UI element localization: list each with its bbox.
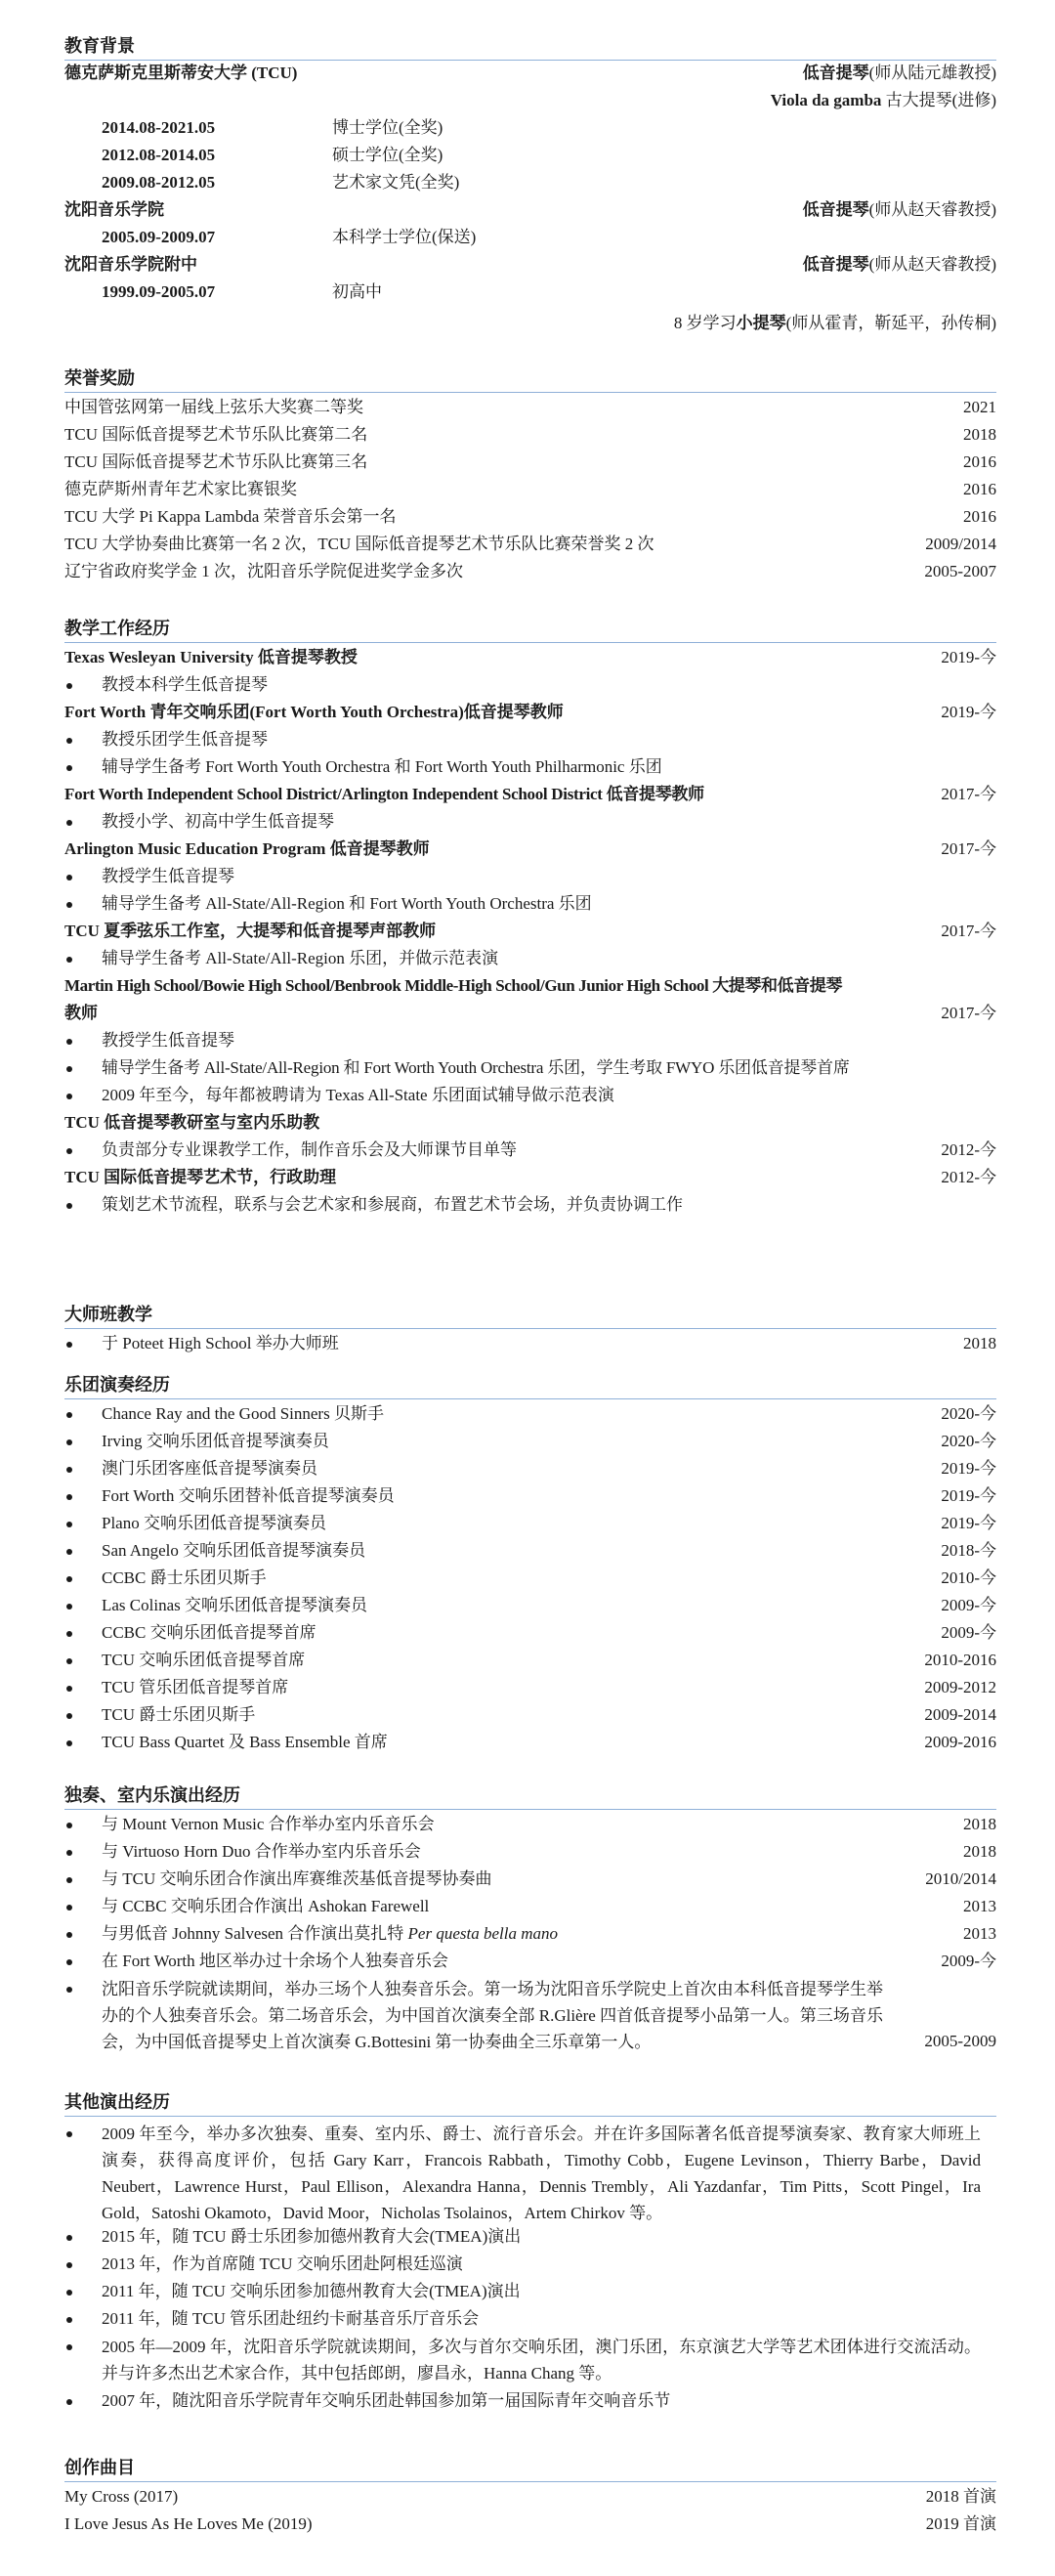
honor-item: TCU 大学协奏曲比赛第一名 2 次，TCU 国际低音提琴艺术节乐队比赛荣誉奖 2 次	[64, 535, 654, 553]
section-title-honors: 荣誉奖励	[64, 368, 135, 388]
ensemble-item: CCBC 爵士乐团贝斯手	[102, 1568, 267, 1587]
solo-item-recitals: 沈阳音乐学院就读期间，举办三场个人独奏音乐会。第一场为沈阳音乐学院史上首次由本科低音提琴学生举办的个人独奏音乐会。第二场音乐会，为中国首次演奏全部 R.Glière 四首低音提琴小品第一人。第三场音乐会，为中国低音提琴史上首次演奏 G.Bottesini 第一协奏曲全三乐章第一人。	[102, 1980, 883, 2051]
job-date: 2017-今	[941, 839, 996, 858]
honor-year: 2016	[963, 507, 996, 526]
bullet	[66, 1932, 72, 1938]
bullet	[66, 1850, 72, 1856]
bullet	[66, 820, 72, 826]
bullet	[66, 1905, 72, 1911]
bullet	[66, 1740, 72, 1746]
job-duty: 辅导学生备考 All-State/All-Region 乐团，并做示范表演	[102, 949, 499, 967]
bullet	[66, 1576, 72, 1582]
bullet	[66, 1877, 72, 1883]
honor-year: 2016	[963, 452, 996, 471]
section-rule	[64, 2116, 996, 2117]
job-duty: 辅导学生备考 Fort Worth Youth Orchestra 和 Fort Worth Youth Philharmonic 乐团	[102, 757, 662, 776]
job-date: 2017-今	[941, 1004, 996, 1022]
masterclass-item: 于 Poteet High School 举办大师班	[102, 1334, 339, 1352]
edu-degree: 博士学位(全奖)	[332, 118, 443, 137]
job-duty: 辅导学生备考 All-State/All-Region 和 Fort Worth Youth Orchestra 乐团	[102, 894, 592, 913]
bullet	[66, 1066, 72, 1072]
job-title-cont: 教师	[64, 1004, 98, 1022]
ensemble-year: 2019-今	[941, 1514, 996, 1532]
section-title-other: 其他演出经历	[64, 2092, 170, 2112]
ensemble-year: 2019-今	[941, 1459, 996, 1478]
edu-viola: Viola da gamba 古大提琴(进修)	[770, 91, 996, 109]
job-duty: 负责部分专业课教学工作，制作音乐会及大师课节目单等	[102, 1140, 517, 1159]
section-title-solo: 独奏、室内乐演出经历	[64, 1785, 240, 1805]
edu-date: 2012.08-2014.05	[102, 146, 216, 164]
bullet	[66, 2344, 72, 2350]
honor-year: 2009/2014	[925, 535, 996, 553]
job-title: Texas Wesleyan University 低音提琴教授	[64, 648, 358, 666]
bullet	[66, 1494, 72, 1500]
ensemble-item: Las Colinas 交响乐团低音提琴演奏员	[102, 1596, 367, 1614]
section-rule	[64, 1398, 996, 1399]
edu-sycm-hs: 沈阳音乐学院附中	[64, 255, 197, 274]
bullet	[66, 1467, 72, 1473]
ensemble-item: Fort Worth 交响乐团替补低音提琴演奏员	[102, 1486, 395, 1505]
solo-year: 2018	[963, 1842, 996, 1861]
bullet	[66, 2290, 72, 2296]
bullet	[66, 765, 72, 771]
job-duty: 2009 年至今，每年都被聘请为 Texas All-State 乐团面试辅导做示范表演	[102, 1086, 614, 1104]
bullet	[66, 738, 72, 744]
bullet	[66, 1094, 72, 1099]
job-duty: 教授小学、初高中学生低音提琴	[102, 812, 334, 831]
other-item: 2011 年，随 TCU 管乐团赴纽约卡耐基音乐厅音乐会	[102, 2309, 480, 2328]
ensemble-year: 2009-2012	[924, 1678, 996, 1696]
bullet	[66, 1713, 72, 1719]
edu-date: 2014.08-2021.05	[102, 118, 216, 137]
solo-year: 2013	[963, 1897, 996, 1915]
edu-sycm-major: 低音提琴(师从赵天睿教授)	[802, 200, 996, 219]
honor-item: TCU 大学 Pi Kappa Lambda 荣誉音乐会第一名	[64, 507, 397, 526]
ensemble-item: TCU 交响乐团低音提琴首席	[102, 1651, 306, 1669]
job-title: TCU 夏季弦乐工作室，大提琴和低音提琴声部教师	[64, 922, 437, 940]
masterclass-year: 2018	[963, 1334, 996, 1352]
edu-degree: 本科学士学位(保送)	[332, 228, 477, 246]
job-title: Fort Worth Independent School District/Arlington Independent School District 低音提琴教师	[64, 785, 704, 803]
job-duty: 辅导学生备考 All-State/All-Region 和 Fort Worth Youth Orchestra 乐团，学生考取 FWYO 乐团低音提琴首席	[102, 1058, 850, 1077]
job-duty: 教授学生低音提琴	[102, 1031, 234, 1050]
bullet	[66, 1823, 72, 1828]
ensemble-item: TCU 爵士乐团贝斯手	[102, 1705, 256, 1724]
bullet	[66, 683, 72, 689]
bullet	[66, 1959, 72, 1965]
honor-item: 中国管弦网第一届线上弦乐大奖赛二等奖	[64, 398, 363, 416]
ensemble-year: 2020-今	[941, 1404, 996, 1423]
bullet	[66, 2399, 72, 2405]
ensemble-year: 2019-今	[941, 1486, 996, 1505]
ensemble-year: 2020-今	[941, 1432, 996, 1450]
ensemble-year: 2009-今	[941, 1623, 996, 1642]
edu-degree: 初高中	[332, 282, 382, 301]
ensemble-item: Irving 交响乐团低音提琴演奏员	[102, 1432, 329, 1450]
job-duty: 教授学生低音提琴	[102, 867, 234, 885]
edu-tcu-major: 低音提琴(师从陆元雄教授)	[802, 64, 996, 82]
edu-tcu: 德克萨斯克里斯蒂安大学 (TCU)	[64, 64, 298, 82]
solo-year: 2018	[963, 1815, 996, 1833]
honor-item: TCU 国际低音提琴艺术节乐队比赛第二名	[64, 425, 368, 444]
job-title: Arlington Music Education Program 低音提琴教师	[64, 839, 430, 858]
section-rule	[64, 2481, 996, 2482]
ensemble-year: 2009-2014	[924, 1705, 996, 1724]
ensemble-year: 2010-今	[941, 1568, 996, 1587]
honor-item: 辽宁省政府奖学金 1 次，沈阳音乐学院促进奖学金多次	[64, 562, 463, 580]
section-title-ensemble: 乐团演奏经历	[64, 1375, 170, 1395]
job-date: 2012-今	[941, 1140, 996, 1159]
solo-year: 2009-今	[941, 1952, 996, 1970]
solo-year: 2005-2009	[924, 2032, 996, 2050]
job-title: Martin High School/Bowie High School/Benbrook Middle-High School/Gun Junior High School 大提琴和低音提琴	[64, 976, 843, 995]
section-title-compositions: 创作曲目	[64, 2458, 135, 2477]
solo-item: 与 CCBC 交响乐团合作演出 Ashokan Farewell	[102, 1897, 430, 1915]
edu-degree: 艺术家文凭(全奖)	[332, 173, 460, 192]
edu-violin: 8 岁学习小提琴(师从霍青，靳延平，孙传桐)	[673, 314, 996, 332]
bullet	[66, 1342, 72, 1348]
bullet	[66, 1549, 72, 1555]
other-item: 2013 年，作为首席随 TCU 交响乐团赴阿根廷巡演	[102, 2254, 463, 2273]
solo-year: 2010/2014	[925, 1869, 996, 1888]
section-rule	[64, 392, 996, 393]
edu-date: 2009.08-2012.05	[102, 173, 216, 192]
solo-item: 与男低音 Johnny Salvesen 合作演出莫扎特 Per questa bella mano	[102, 1924, 558, 1943]
edu-sycm-hs-major: 低音提琴(师从赵天睿教授)	[802, 255, 996, 274]
solo-item: 与 Virtuoso Horn Duo 合作举办室内乐音乐会	[102, 1842, 421, 1861]
solo-year: 2013	[963, 1924, 996, 1943]
ensemble-item: TCU 管乐团低音提琴首席	[102, 1678, 289, 1696]
job-title: TCU 国际低音提琴艺术节，行政助理	[64, 1168, 337, 1186]
ensemble-item: Chance Ray and the Good Sinners 贝斯手	[102, 1404, 384, 1423]
edu-date: 2005.09-2009.07	[102, 228, 216, 246]
job-title: Fort Worth 青年交响乐团(Fort Worth Youth Orchestra)低音提琴教师	[64, 703, 564, 721]
job-duty: 教授本科学生低音提琴	[102, 675, 268, 694]
ensemble-item: 澳门乐团客座低音提琴演奏员	[102, 1459, 317, 1478]
job-date: 2019-今	[941, 703, 996, 721]
bullet	[66, 2235, 72, 2241]
composition-item: My Cross (2017)	[64, 2487, 179, 2506]
bullet	[66, 2262, 72, 2268]
job-date: 2012-今	[941, 1168, 996, 1186]
job-duty: 教授乐团学生低音提琴	[102, 730, 268, 749]
honor-year: 2016	[963, 480, 996, 498]
job-date: 2017-今	[941, 922, 996, 940]
section-title-teaching: 教学工作经历	[64, 619, 170, 638]
solo-item: 在 Fort Worth 地区举办过十余场个人独奏音乐会	[102, 1952, 448, 1970]
ensemble-year: 2009-2016	[924, 1733, 996, 1751]
edu-sycm: 沈阳音乐学院	[64, 200, 164, 219]
composition-premiere: 2019 首演	[925, 2514, 996, 2533]
honor-year: 2021	[963, 398, 996, 416]
section-rule	[64, 1328, 996, 1329]
bullet	[66, 875, 72, 880]
job-duty: 策划艺术节流程，联系与会艺术家和参展商，布置艺术节会场，并负责协调工作	[102, 1195, 683, 1214]
other-item: 2015 年，随 TCU 爵士乐团参加德州教育大会(TMEA)演出	[102, 2227, 522, 2246]
ensemble-item: Plano 交响乐团低音提琴演奏员	[102, 1514, 326, 1532]
honor-item: TCU 国际低音提琴艺术节乐队比赛第三名	[64, 452, 368, 471]
other-item: 2007 年，随沈阳音乐学院青年交响乐团赴韩国参加第一届国际青年交响音乐节	[102, 2391, 671, 2410]
bullet	[66, 1686, 72, 1692]
bullet	[66, 2131, 72, 2137]
honor-item: 德克萨斯州青年艺术家比赛银奖	[64, 480, 297, 498]
bullet	[66, 902, 72, 908]
job-date: 2019-今	[941, 648, 996, 666]
bullet	[66, 1987, 72, 1993]
bullet	[66, 2317, 72, 2323]
composition-item: I Love Jesus As He Loves Me (2019)	[64, 2514, 313, 2533]
other-item: 2005 年—2009 年，沈阳音乐学院就读期间，多次与首尔交响乐团，澳门乐团，东京演艺大学等艺术团体进行交流活动。并与许多杰出艺术家合作，其中包括郎朗，廖昌永，Hanna Chang 等。	[102, 2338, 981, 2383]
edu-date: 1999.09-2005.07	[102, 282, 216, 301]
bullet	[66, 1148, 72, 1154]
bullet	[66, 1039, 72, 1045]
ensemble-year: 2010-2016	[924, 1651, 996, 1669]
bullet	[66, 957, 72, 963]
solo-item: 与 TCU 交响乐团合作演出库赛维茨基低音提琴协奏曲	[102, 1869, 492, 1888]
other-item: 2011 年，随 TCU 交响乐团参加德州教育大会(TMEA)演出	[102, 2282, 521, 2300]
job-title: TCU 低音提琴教研室与室内乐助教	[64, 1113, 320, 1132]
bullet	[66, 1604, 72, 1610]
honor-year: 2005-2007	[924, 562, 996, 580]
job-date: 2017-今	[941, 785, 996, 803]
section-rule	[64, 642, 996, 643]
bullet	[66, 1203, 72, 1209]
bullet	[66, 1631, 72, 1637]
bullet	[66, 1658, 72, 1664]
ensemble-item: CCBC 交响乐团低音提琴首席	[102, 1623, 316, 1642]
honor-year: 2018	[963, 425, 996, 444]
other-item: 2009 年至今，举办多次独奏、重奏、室内乐、爵士、流行音乐会。并在许多国际著名低音提琴演奏家、教育家大师班上演奏，获得高度评价，包括 Gary Karr，Francois Rabbath，Timothy Cobb，Eugene Levinson，Thierry Barbe，David Neubert，Lawrence Hurst，Paul Ellison，Alexandra Hanna，Dennis Trembly，Ali Yazdanfar，Tim Pitts，Scott Pingel，Ira Gold，Satoshi Okamoto，David Moor，Nicholas Tsolainos，Artem Chirkov 等。	[102, 2125, 981, 2222]
section-title-masterclass: 大师班教学	[64, 1305, 152, 1324]
solo-item: 与 Mount Vernon Music 合作举办室内乐音乐会	[102, 1815, 435, 1833]
section-title-education: 教育背景	[64, 36, 135, 56]
bullet	[66, 1522, 72, 1527]
ensemble-item: TCU Bass Quartet 及 Bass Ensemble 首席	[102, 1733, 388, 1751]
edu-degree: 硕士学位(全奖)	[332, 146, 443, 164]
section-rule	[64, 1809, 996, 1810]
ensemble-item: San Angelo 交响乐团低音提琴演奏员	[102, 1541, 366, 1560]
bullet	[66, 1439, 72, 1445]
ensemble-year: 2018-今	[941, 1541, 996, 1560]
composition-premiere: 2018 首演	[925, 2487, 996, 2506]
ensemble-year: 2009-今	[941, 1596, 996, 1614]
bullet	[66, 1412, 72, 1418]
